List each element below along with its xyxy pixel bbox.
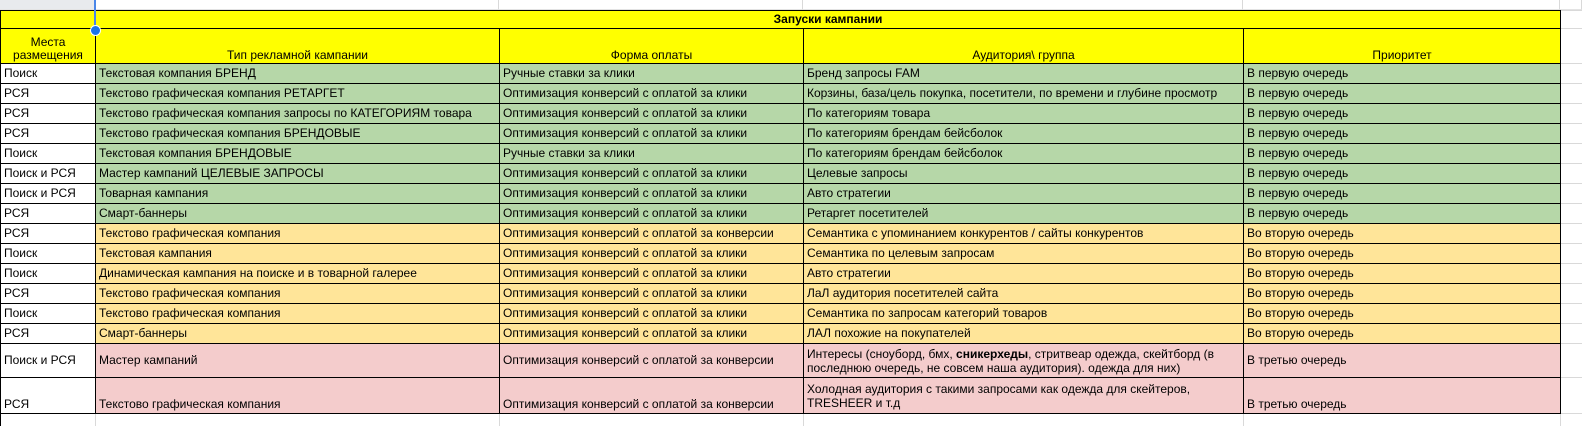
cell-priority[interactable]: В третью очередь bbox=[1244, 378, 1561, 414]
cell[interactable] bbox=[1244, 414, 1561, 426]
cell-payment[interactable]: Оптимизация конверсий с оплатой за конверсии bbox=[500, 224, 804, 244]
cell-audience[interactable] bbox=[804, 344, 1244, 378]
cell-type[interactable]: Мастер кампаний ЦЕЛЕВЫЕ ЗАПРОСЫ bbox=[96, 164, 500, 184]
table-row bbox=[1, 204, 1582, 224]
cell[interactable] bbox=[1243, 0, 1560, 10]
cell-priority[interactable]: Во вторую очередь bbox=[1244, 224, 1561, 244]
cell-type[interactable]: Текстово графическая компания РЕТАРГЕТ bbox=[96, 84, 500, 104]
cell[interactable] bbox=[95, 0, 499, 10]
cell-type[interactable]: Текстовая компания БРЕНД bbox=[96, 64, 500, 84]
cell-priority[interactable]: В первую очередь bbox=[1244, 144, 1561, 164]
cell[interactable] bbox=[1561, 284, 1582, 304]
cell-priority[interactable]: Во вторую очередь bbox=[1244, 304, 1561, 324]
cell-type[interactable]: Смарт-баннеры bbox=[96, 204, 500, 224]
cell[interactable] bbox=[1561, 224, 1582, 244]
cell-placement[interactable]: Поиск bbox=[1, 264, 96, 284]
title-row bbox=[1, 11, 1582, 29]
cell[interactable] bbox=[1561, 378, 1582, 414]
cell-placement[interactable]: Поиск bbox=[1, 304, 96, 324]
cell-payment[interactable]: Оптимизация конверсий с оплатой за клики bbox=[500, 284, 804, 304]
cell-priority[interactable]: Во вторую очередь bbox=[1244, 264, 1561, 284]
cell[interactable] bbox=[804, 414, 1244, 426]
cell[interactable] bbox=[1561, 124, 1582, 144]
cell-audience[interactable]: ЛаЛ аудитория посетителей сайта bbox=[804, 284, 1244, 304]
cell-payment[interactable]: Оптимизация конверсий с оплатой за клики bbox=[500, 204, 804, 224]
cell-payment[interactable]: Оптимизация конверсий с оплатой за клики bbox=[500, 104, 804, 124]
cell-priority[interactable]: В первую очередь bbox=[1244, 124, 1561, 144]
cell-audience[interactable]: Авто стратегии bbox=[804, 184, 1244, 204]
cell-placement[interactable]: РСЯ bbox=[1, 378, 96, 414]
cell-payment[interactable]: Оптимизация конверсий с оплатой за клики bbox=[500, 324, 804, 344]
table-row bbox=[1, 164, 1582, 184]
cell-type[interactable]: Текстово графическая компания bbox=[96, 304, 500, 324]
cell[interactable] bbox=[0, 0, 95, 10]
partial-row bbox=[0, 0, 1582, 10]
cell[interactable] bbox=[1561, 29, 1582, 64]
cell-placement[interactable]: Поиск bbox=[1, 144, 96, 164]
cell-placement[interactable]: Поиск и РСЯ bbox=[1, 164, 96, 184]
header-payment[interactable]: Форма оплаты bbox=[500, 29, 804, 64]
cell-type[interactable]: Текстово графическая компания bbox=[96, 378, 500, 414]
cell-payment[interactable]: Оптимизация конверсий с оплатой за клики bbox=[500, 124, 804, 144]
cell-audience[interactable]: По категориям брендам бейсболок bbox=[804, 124, 1244, 144]
cell-audience[interactable]: Семантика по запросам категорий товаров bbox=[804, 304, 1244, 324]
cell-placement[interactable]: РСЯ bbox=[1, 124, 96, 144]
cell-type[interactable]: Текстово графическая компания bbox=[96, 224, 500, 244]
table-row bbox=[1, 344, 1582, 378]
table-title[interactable]: Запуски кампании bbox=[96, 11, 1561, 29]
cell[interactable] bbox=[500, 414, 804, 426]
cell-payment[interactable]: Оптимизация конверсий с оплатой за клики bbox=[500, 84, 804, 104]
cell-type[interactable]: Мастер кампаний bbox=[96, 344, 500, 378]
cell-payment[interactable]: Оптимизация конверсий с оплатой за клики bbox=[500, 184, 804, 204]
cell-placement[interactable]: РСЯ bbox=[1, 324, 96, 344]
cell[interactable] bbox=[803, 0, 1243, 10]
cell-placement[interactable]: Поиск и РСЯ bbox=[1, 184, 96, 204]
cell-placement[interactable]: РСЯ bbox=[1, 204, 96, 224]
selection-handle[interactable] bbox=[90, 25, 101, 36]
table-row bbox=[1, 224, 1582, 244]
cell[interactable] bbox=[1561, 84, 1582, 104]
cell[interactable] bbox=[1561, 64, 1582, 84]
cell[interactable] bbox=[1561, 144, 1582, 164]
table-row bbox=[1, 244, 1582, 264]
table-row bbox=[1, 84, 1582, 104]
cell[interactable] bbox=[1, 11, 96, 29]
cell[interactable] bbox=[1561, 164, 1582, 184]
cell[interactable] bbox=[1561, 184, 1582, 204]
cell-audience[interactable]: Корзины, база/цель покупка, посетители, по времени и глубине просмотр bbox=[804, 84, 1244, 104]
cell-audience[interactable]: По категориям товара bbox=[804, 104, 1244, 124]
cell-payment[interactable]: Оптимизация конверсий с оплатой за клики bbox=[500, 164, 804, 184]
header-campaign-type[interactable]: Тип рекламной кампании bbox=[96, 29, 500, 64]
table-row bbox=[1, 378, 1582, 414]
table-row bbox=[1, 184, 1582, 204]
cell[interactable] bbox=[96, 414, 500, 426]
audience-text: , стритвеар одежда, скейтборд (в последнюю очередь, не совсем наша аудитория). одежда для них) bbox=[807, 346, 1214, 375]
cell-audience[interactable]: Авто стратегии bbox=[804, 264, 1244, 284]
cell-audience[interactable]: Бренд запросы FAM bbox=[804, 64, 1244, 84]
cell-priority[interactable]: В первую очередь bbox=[1244, 204, 1561, 224]
cell-payment[interactable]: Оптимизация конверсий с оплатой за конверсии bbox=[500, 344, 804, 378]
table-row bbox=[1, 284, 1582, 304]
cell-type[interactable]: Динамическая кампания на поиске и в товарной галерее bbox=[96, 264, 500, 284]
cell[interactable] bbox=[1561, 204, 1582, 224]
cell-priority[interactable]: Во вторую очередь bbox=[1244, 324, 1561, 344]
cell-audience[interactable]: Семантика с упоминанием конкурентов / сайты конкурентов bbox=[804, 224, 1244, 244]
cell-audience[interactable]: ЛАЛ похожие на покупателей bbox=[804, 324, 1244, 344]
cell-type[interactable]: Текстово графическая компания запросы по КАТЕГОРИЯМ товара bbox=[96, 104, 500, 124]
audience-bold-text: сникерхеды bbox=[956, 346, 1029, 361]
cell-placement[interactable]: РСЯ bbox=[1, 104, 96, 124]
cell-audience[interactable]: По категориям брендам бейсболок bbox=[804, 144, 1244, 164]
campaign-table bbox=[0, 10, 1582, 426]
cell-placement[interactable]: Поиск bbox=[1, 244, 96, 264]
cell-priority[interactable]: В первую очередь bbox=[1244, 184, 1561, 204]
table-row bbox=[1, 264, 1582, 284]
cell-placement[interactable]: Поиск и РСЯ bbox=[1, 344, 96, 378]
cell[interactable] bbox=[1561, 344, 1582, 378]
table-row bbox=[1, 324, 1582, 344]
cell-payment[interactable]: Ручные ставки за клики bbox=[500, 144, 804, 164]
cell-priority[interactable]: В первую очередь bbox=[1244, 104, 1561, 124]
cell[interactable] bbox=[1561, 104, 1582, 124]
cell-audience[interactable]: Холодная аудитория с такими запросами как одежда для скейтеров, TRESHEER и т.д bbox=[804, 378, 1244, 414]
cell-type[interactable]: Текстово графическая компания bbox=[96, 284, 500, 304]
cell-placement[interactable]: РСЯ bbox=[1, 84, 96, 104]
header-row bbox=[1, 29, 1582, 64]
cell[interactable] bbox=[1, 414, 96, 426]
cell-priority[interactable]: В первую очередь bbox=[1244, 164, 1561, 184]
table-row bbox=[1, 304, 1582, 324]
cell-placement[interactable]: РСЯ bbox=[1, 284, 96, 304]
table-row bbox=[1, 64, 1582, 84]
cell-type[interactable]: Товарная кампания bbox=[96, 184, 500, 204]
cell-payment[interactable]: Оптимизация конверсий с оплатой за клики bbox=[500, 244, 804, 264]
cell-type[interactable]: Смарт-баннеры bbox=[96, 324, 500, 344]
cell-type[interactable]: Текстово графическая компания БРЕНДОВЫЕ bbox=[96, 124, 500, 144]
table-row bbox=[1, 144, 1582, 164]
cell-payment[interactable]: Оптимизация конверсий с оплатой за клики bbox=[500, 304, 804, 324]
cell-placement[interactable]: Поиск bbox=[1, 64, 96, 84]
cell[interactable] bbox=[1561, 414, 1582, 426]
cell-audience[interactable]: Семантика по целевым запросам bbox=[804, 244, 1244, 264]
cell-priority[interactable]: В третью очередь bbox=[1244, 344, 1561, 378]
cell[interactable] bbox=[1561, 11, 1582, 29]
cell-payment[interactable]: Оптимизация конверсий с оплатой за клики bbox=[500, 264, 804, 284]
cell[interactable] bbox=[499, 0, 803, 10]
cell[interactable] bbox=[1561, 244, 1582, 264]
audience-text: Интересы (сноуборд, бмх, bbox=[807, 346, 957, 361]
cell-audience[interactable]: Ретаргет посетителей bbox=[804, 204, 1244, 224]
cell[interactable] bbox=[1561, 264, 1582, 284]
cell-payment[interactable]: Оптимизация конверсий с оплатой за конверсии bbox=[500, 378, 804, 414]
cell-type[interactable]: Текстовая компания БРЕНДОВЫЕ bbox=[96, 144, 500, 164]
header-priority[interactable]: Приоритет bbox=[1244, 29, 1561, 64]
cell-payment[interactable]: Ручные ставки за клики bbox=[500, 64, 804, 84]
header-placement[interactable]: Места размещения bbox=[1, 29, 96, 64]
table-row bbox=[1, 124, 1582, 144]
cell-priority[interactable]: В первую очередь bbox=[1244, 84, 1561, 104]
cell-type[interactable]: Текстовая кампания bbox=[96, 244, 500, 264]
cell-priority[interactable]: Во вторую очередь bbox=[1244, 244, 1561, 264]
cell[interactable] bbox=[1561, 324, 1582, 344]
cell-audience[interactable]: Целевые запросы bbox=[804, 164, 1244, 184]
table-row bbox=[1, 414, 1582, 426]
cell-placement[interactable]: РСЯ bbox=[1, 224, 96, 244]
cell[interactable] bbox=[1560, 0, 1582, 10]
table-row bbox=[1, 104, 1582, 124]
cell-priority[interactable]: Во вторую очередь bbox=[1244, 284, 1561, 304]
cell[interactable] bbox=[1561, 304, 1582, 324]
header-audience[interactable]: Аудитория\ группа bbox=[804, 29, 1244, 64]
cell-priority[interactable]: В первую очередь bbox=[1244, 64, 1561, 84]
